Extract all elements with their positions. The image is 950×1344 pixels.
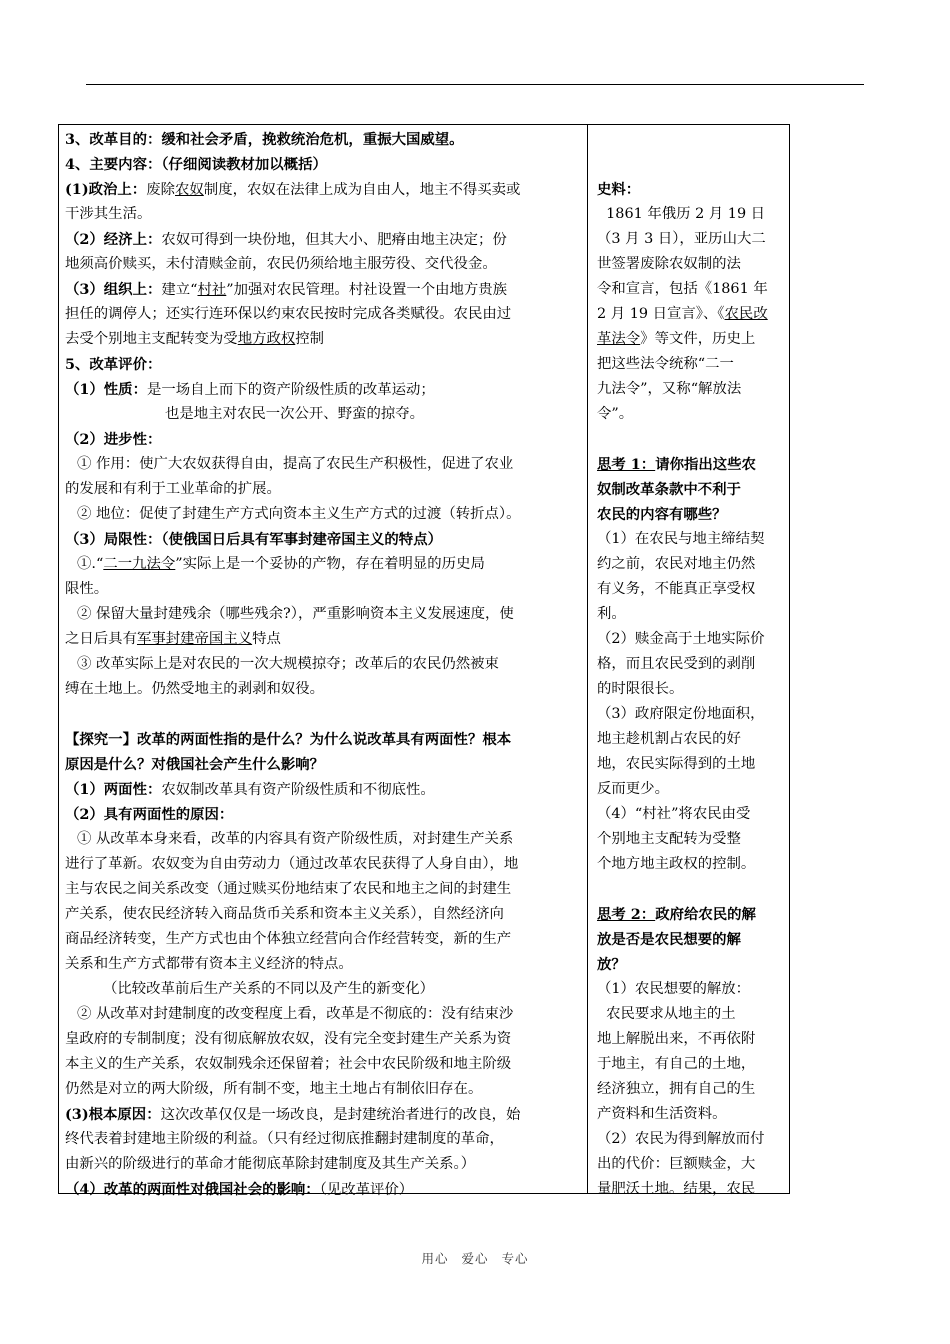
reason-2-line-1: ② 从改革对封建制度的改变程度上看，改革是不彻底的：没有结束沙 <box>77 1006 514 1022</box>
main-column <box>65 127 581 1202</box>
content-table <box>58 124 790 1198</box>
limitation-line-2: 限性。 <box>65 581 109 597</box>
explore-question-1: 【探究一】改革的两面性指的是什么？为什么说改革具有两面性？根本 <box>65 731 512 748</box>
organization-line-3: 去受个别地主支配转变为受地方政权控制 <box>65 331 325 347</box>
nature-line-2: 也是地主对农民一次公开、野蛮的掠夺。 <box>165 406 425 422</box>
think-1-answer-1c: 有义务，不能真正享受权 <box>597 581 756 597</box>
think-1-answer-3a: （3）政府限定份地面积， <box>597 706 765 722</box>
source-line-4: 令和宣言，包括《1861 年 <box>597 281 768 297</box>
organization-line-2: 担任的调停人；还实行连环保以约束农民按时完成各类赋役。农民由过 <box>65 306 512 322</box>
limitation-line-3: ② 保留大量封建残余（哪些残余?），严重影响资本主义发展速度，使 <box>77 606 514 622</box>
column-divider <box>587 125 588 1193</box>
reason-1-line-2: 进行了革新。农奴变为自由劳动力（通过改革农民获得了人身自由），地 <box>65 856 519 872</box>
think-2-answer-1e: 经济独立，拥有自己的生 <box>597 1081 756 1097</box>
think-1-answer-2b: 格，而且农民受到的剥削 <box>597 656 756 672</box>
think-2-line-1: 思考 2：政府给农民的解 <box>597 906 756 923</box>
source-line-1: 1861 年俄历 2 月 19 日 <box>597 206 766 222</box>
progress-heading: （2）进步性： <box>65 431 162 448</box>
limitation-line-5: ③ 改革实际上是对农民的一次大规模掠夺；改革后的农民仍然被束 <box>77 656 499 672</box>
source-line-7: 把这些法令统称“二一 <box>597 356 734 372</box>
think-1-answer-1b: 约之前，农民对地主仍然 <box>597 556 756 572</box>
think-2-answer-1b: 农民要求从地主的土 <box>597 1006 736 1022</box>
think-2-answer-2c: 量肥沃土地。结果，农民 <box>597 1181 756 1197</box>
header-rule <box>86 84 864 85</box>
source-line-3: 世签署废除农奴制的法 <box>597 256 741 272</box>
think-1-answer-4b: 个别地主支配转为受整 <box>597 831 741 847</box>
limitation-line-6: 缚在土地上。仍然受地主的剥剥和奴役。 <box>65 681 325 697</box>
reason-1-line-5: 商品经济转变，生产方式也由个体独立经营向合作经营转变，新的生产 <box>65 931 512 947</box>
think-2-answer-2a: （2）农民为得到解放而付 <box>597 1131 765 1147</box>
think-2-answer-1a: （1）农民想要的解放： <box>597 981 751 997</box>
source-line-9: 令”。 <box>597 406 634 422</box>
think-2-answer-1c: 地上解脱出来，不再依附 <box>597 1031 756 1047</box>
think-2-answer-2b: 出的代价：巨额赎金，大 <box>597 1156 756 1172</box>
spacer <box>65 702 581 727</box>
impact-line: （4）改革的两面性对俄国社会的影响：（见改革评价） <box>65 1181 414 1198</box>
think-1-answer-4a: （4）“村社”将农民由受 <box>597 806 751 822</box>
reason-2-line-4: 仍然是对立的两大阶级，所有制不变，地主土地占有制依旧存在。 <box>65 1081 483 1097</box>
root-cause-line-2: 终代表着封建地主阶级的利益。（只有经过彻底推翻封建制度的革命， <box>65 1131 504 1147</box>
think-2-answer-1f: 产资料和生活资料。 <box>597 1106 727 1122</box>
reason-heading: （2）具有两面性的原因： <box>65 806 234 823</box>
source-line-2: （3 月 3 日），亚历山大二 <box>597 231 766 247</box>
think-1-answer-2c: 的时限很长。 <box>597 681 684 697</box>
nature-line-1: （1）性质：是一场自上而下的资产阶级性质的改革运动； <box>65 381 435 398</box>
progress-line-1: ① 作用：使广大农奴获得自由，提高了农民生产积极性，促进了农业 <box>77 456 514 472</box>
think-1-answer-2a: （2）赎金高于土地实际价 <box>597 631 765 647</box>
reason-2-line-3: 本主义的生产关系，农奴制残余还保留着；社会中农民阶级和地主阶级 <box>65 1056 512 1072</box>
economic-line-2: 地须高价赎买，未付清赎金前，农民仍须给地主服劳役、交代役金。 <box>65 256 497 272</box>
source-line-8: 九法令”，又称“解放法 <box>597 381 742 397</box>
page-footer: 用心 爱心 专心 <box>421 1251 529 1266</box>
reason-1-line-6: 关系和生产方式都带有资本主义经济的特点。 <box>65 956 353 972</box>
think-1-answer-3d: 反而更少。 <box>597 781 669 797</box>
political-line-2: 干涉其生活。 <box>65 206 152 222</box>
limitation-line-4: 之日后具有军事封建帝国主义特点 <box>65 631 281 647</box>
think-2-line-3: 放？ <box>597 956 626 973</box>
economic-line-1: （2）经济上：农奴可得到一块份地，但其大小、肥瘠由地主决定；份 <box>65 231 507 248</box>
purpose-line: 3、改革目的：缓和社会矛盾，挽救统治危机，重振大国威望。 <box>65 131 464 148</box>
think-1-line-1: 思考 1：请你指出这些农 <box>597 456 756 473</box>
content-heading: 4、主要内容：（仔细阅读教材加以概括） <box>65 156 327 173</box>
duality-line: （1）两面性：农奴制改革具有资产阶级性质和不彻底性。 <box>65 781 435 798</box>
organization-line-1: （3）组织上：建立“村社”加强对农民管理。村社设置一个由地方贵族 <box>65 281 508 298</box>
root-cause-line-3: 由新兴的阶级进行的革命才能彻底革除封建制度及其生产关系。） <box>65 1156 476 1172</box>
think-1-answer-1a: （1）在农民与地主缔结契 <box>597 531 765 547</box>
source-line-6: 革法令》等文件，历史上 <box>597 331 756 347</box>
reason-2-line-2: 皇政府的专制制度；没有彻底解放农奴，没有完全变封建生产关系为资 <box>65 1031 512 1047</box>
reason-1-line-1: ① 从改革本身来看，改革的内容具有资产阶级性质，对封建生产关系 <box>77 831 514 847</box>
limitation-line-1: ①.“二一九法令”实际上是一个妥协的产物，存在着明显的历史局 <box>77 556 485 572</box>
progress-line-2: 的发展和有利于工业革命的扩展。 <box>65 481 281 497</box>
reason-1-line-3: 主与农民之间关系改变（通过赎买份地结束了农民和地主之间的封建生 <box>65 881 512 897</box>
spacer <box>597 877 785 902</box>
think-1-line-3: 农民的内容有哪些？ <box>597 506 727 523</box>
source-line-5: 2 月 19 日宣言》、《农民改 <box>597 306 768 322</box>
think-2-line-2: 放是否是农民想要的解 <box>597 931 741 948</box>
limitation-heading: （3）局限性：（使俄国日后具有军事封建帝国主义的特点） <box>65 531 442 548</box>
political-line-1: (1)政治上：废除农奴制度，农奴在法律上成为自由人，地主不得买卖或 <box>65 181 521 198</box>
source-heading: 史料： <box>597 181 641 198</box>
side-column <box>597 177 785 1202</box>
think-1-answer-3c: 地，农民实际得到的土地 <box>597 756 756 772</box>
explore-question-2: 原因是什么？对俄国社会产生什么影响？ <box>65 756 325 773</box>
evaluation-heading: 5、改革评价： <box>65 356 162 373</box>
reason-1-line-4: 产关系，使农民经济转入商品货币关系和资本主义关系），自然经济向 <box>65 906 504 922</box>
think-1-answer-3b: 地主趁机割占农民的好 <box>597 731 741 747</box>
spacer <box>597 427 785 452</box>
reason-1-line-7: （比较改革前后生产关系的不同以及产生的新变化） <box>103 981 434 997</box>
think-1-answer-4c: 个地方地主政权的控制。 <box>597 856 756 872</box>
think-1-answer-1d: 利。 <box>597 606 626 622</box>
think-1-line-2: 奴制改革条款中不利于 <box>597 481 741 498</box>
root-cause-line-1: (3)根本原因：这次改革仅仅是一场改良，是封建统治者进行的改良，始 <box>65 1106 521 1123</box>
progress-line-3: ② 地位：促使了封建生产方式向资本主义生产方式的过渡（转折点）。 <box>77 506 521 522</box>
think-2-answer-1d: 于地主，有自己的土地， <box>597 1056 756 1072</box>
